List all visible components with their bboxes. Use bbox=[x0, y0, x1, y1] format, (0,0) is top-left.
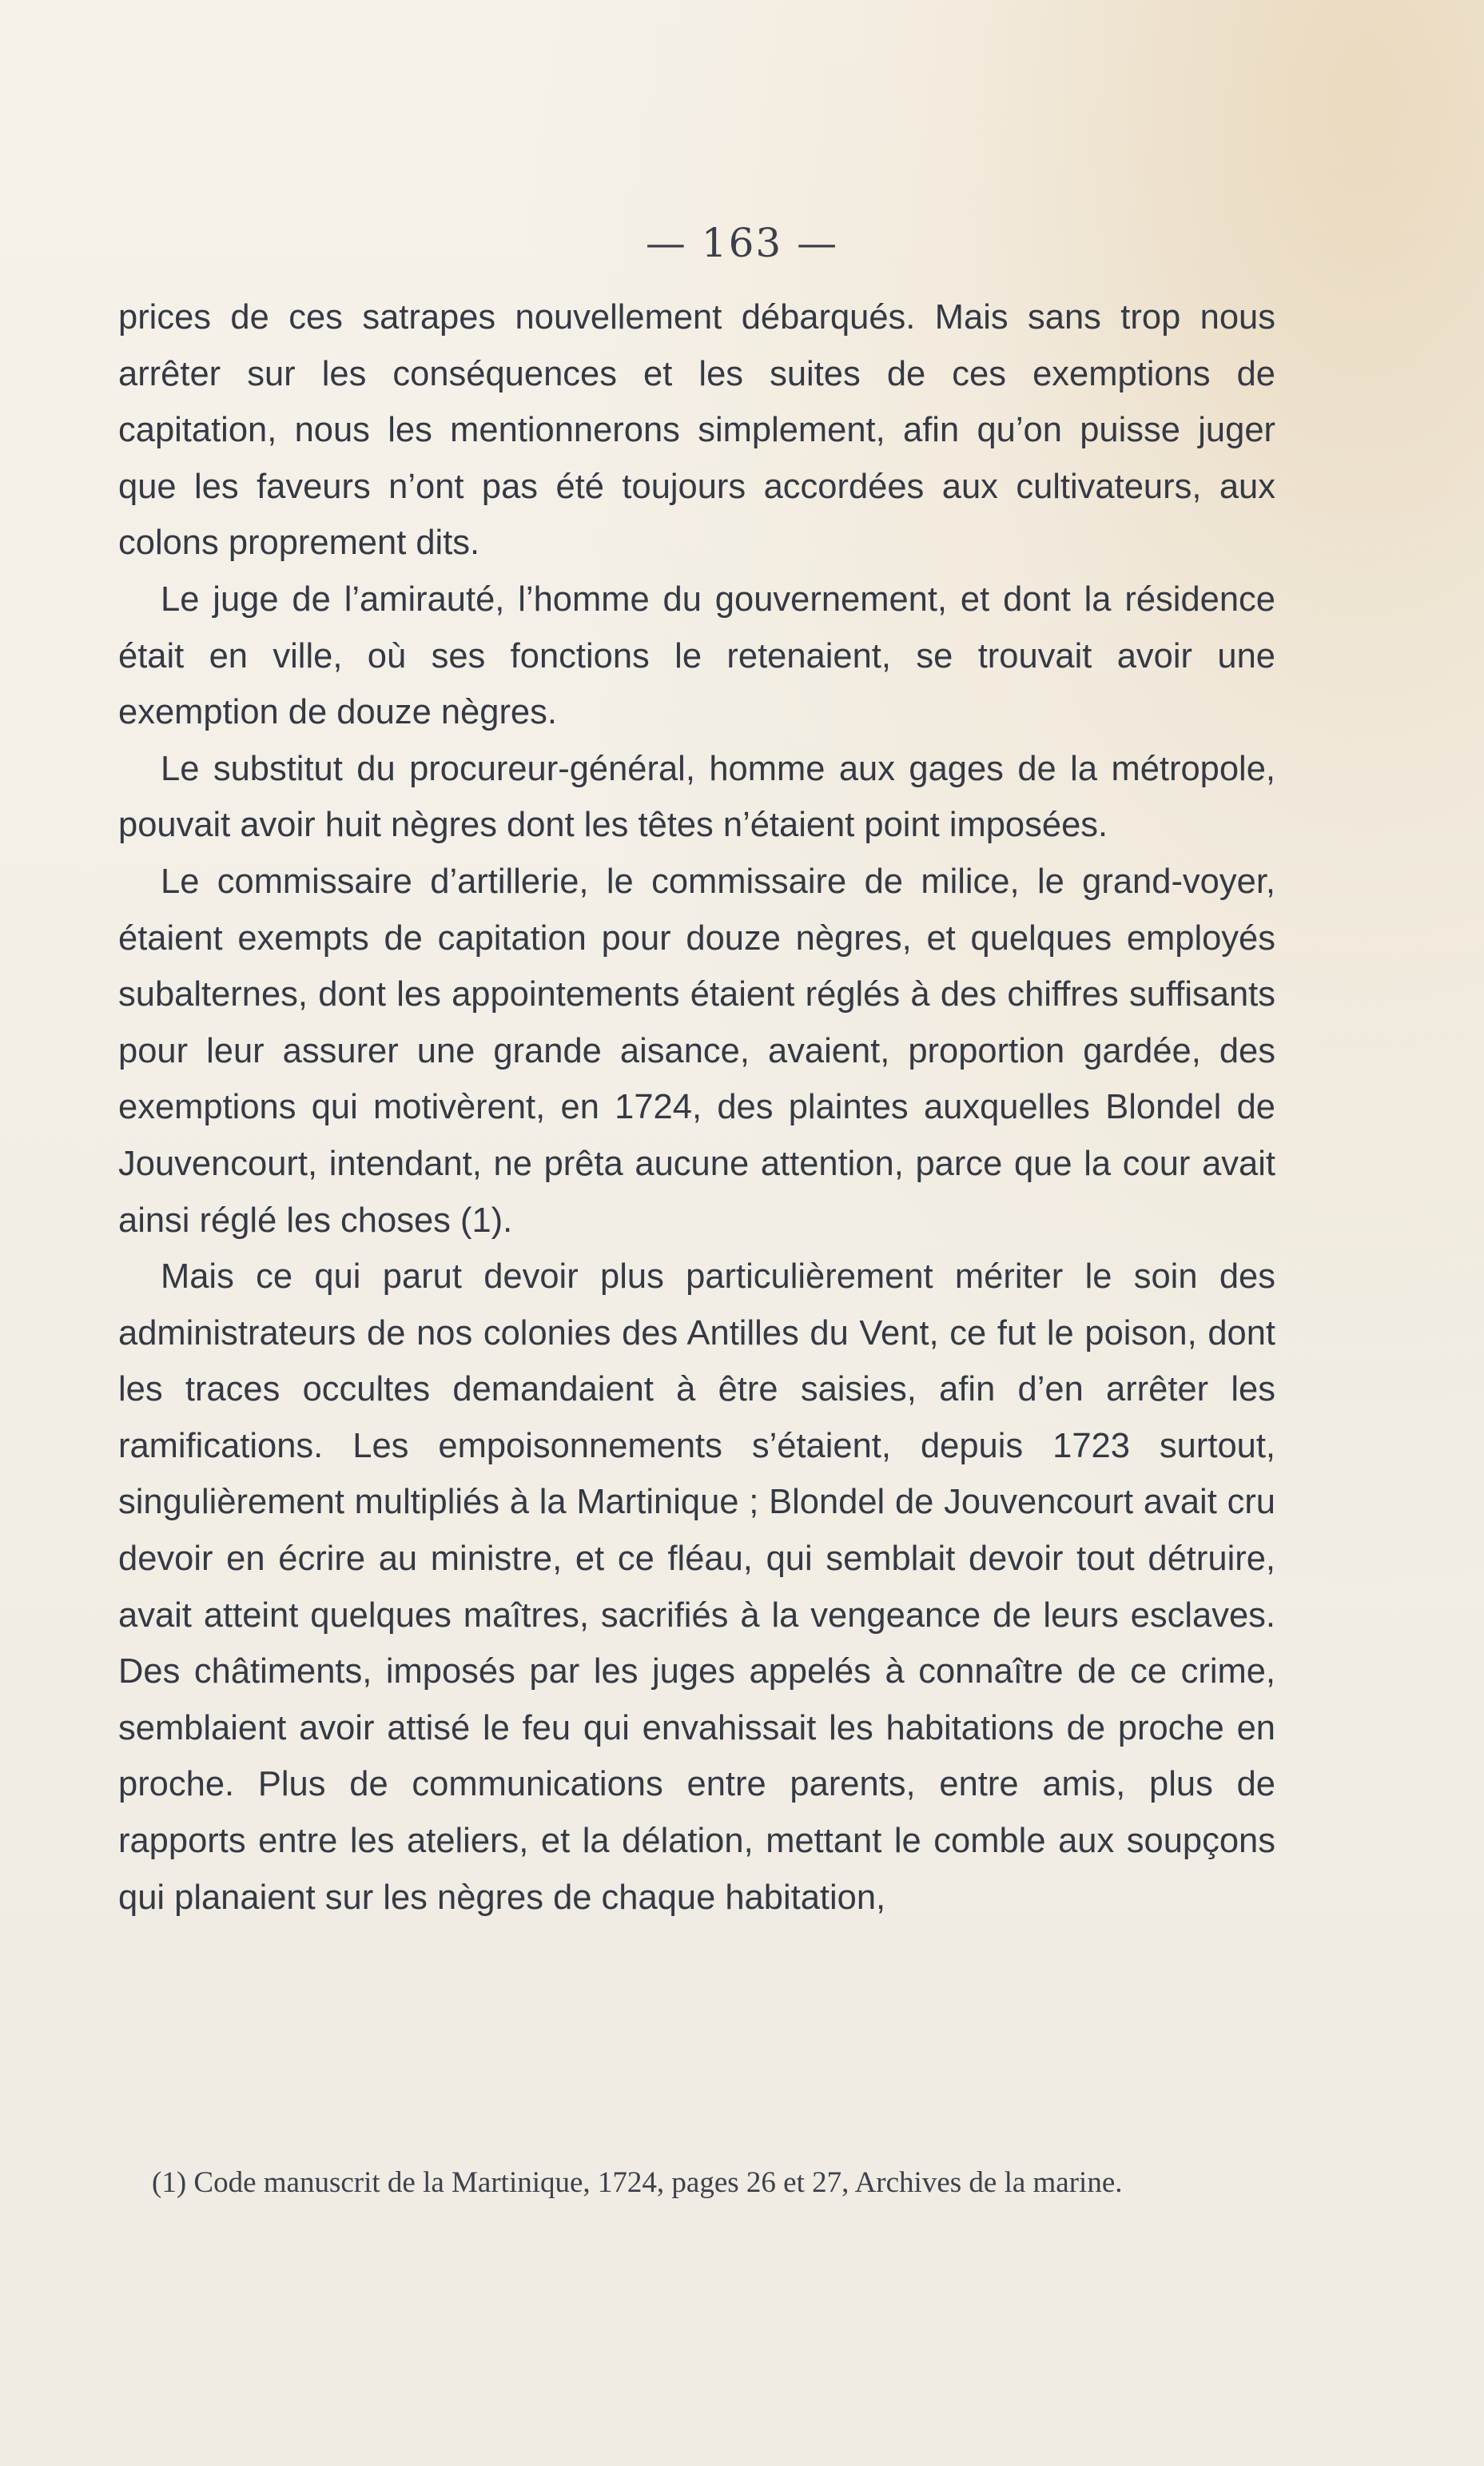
footnote: (1) Code manuscrit de la Martinique, 1724, pages 26 et 27, Archives de la marine. bbox=[152, 2166, 1123, 2199]
paragraph: Mais ce qui parut devoir plus particulièrement mériter le soin des administrateurs de nos colonies des Antilles du Vent, ce fut le poison, dont les traces occultes demandaient à être saisies, afin d’en arrêter les ramifications. Les empoisonnements s’étaient, depuis 1723 surtout, singulièrement multipliés à la Martinique ; Blondel de Jouvencourt avait cru devoir en écrire au ministre, et ce fléau, qui semblait devoir tout détruire, avait atteint quelques maîtres, sacrifiés à la vengeance de leurs esclaves. Des châtiments, imposés par les juges appelés à connaître de ce crime, semblaient avoir attisé le feu qui envahissait les habitations de proche en proche. Plus de communications entre parents, entre amis, plus de rapports entre les ateliers, et la délation, mettant le comble aux soupçons qui planaient sur les nègres de chaque habitation, bbox=[118, 1257, 1275, 1917]
paragraph: Le commissaire d’artillerie, le commissaire de milice, le grand-voyer, étaient exempts de capitation pour douze nègres, et quelques employés subalternes, dont les appointements étaient réglés à des chiffres suffisants pour leur assurer une grande aisance, avaient, proportion gardée, des exemptions qui motivèrent, en 1724, des plaintes auxquelles Blondel de Jouvencourt, intendant, ne prêta aucune attention, parce que la cour avait ainsi réglé les choses (1). bbox=[118, 862, 1275, 1240]
paragraph: Le juge de l’amirauté, l’homme du gouvernement, et dont la résidence était en ville, où ses fonctions le retenaient, se trouvait avoir une exemption de douze nègres. bbox=[118, 580, 1275, 732]
page-number: — 163 — bbox=[645, 220, 839, 266]
paragraph: prices de ces satrapes nouvellement débarqués. Mais sans trop nous arrêter sur les conséquences et les suites de ces exemptions de capitation, nous les mentionnerons simplement, afin qu’on puisse juger que les faveurs n’ont pas été toujours accordées aux cultivateurs, aux colons proprement dits. bbox=[118, 298, 1275, 563]
paragraph: Le substitut du procureur-général, homme aux gages de la métropole, pouvait avoir huit nègres dont les têtes n’étaient point imposées. bbox=[118, 749, 1275, 845]
body-text bbox=[118, 289, 1275, 1926]
